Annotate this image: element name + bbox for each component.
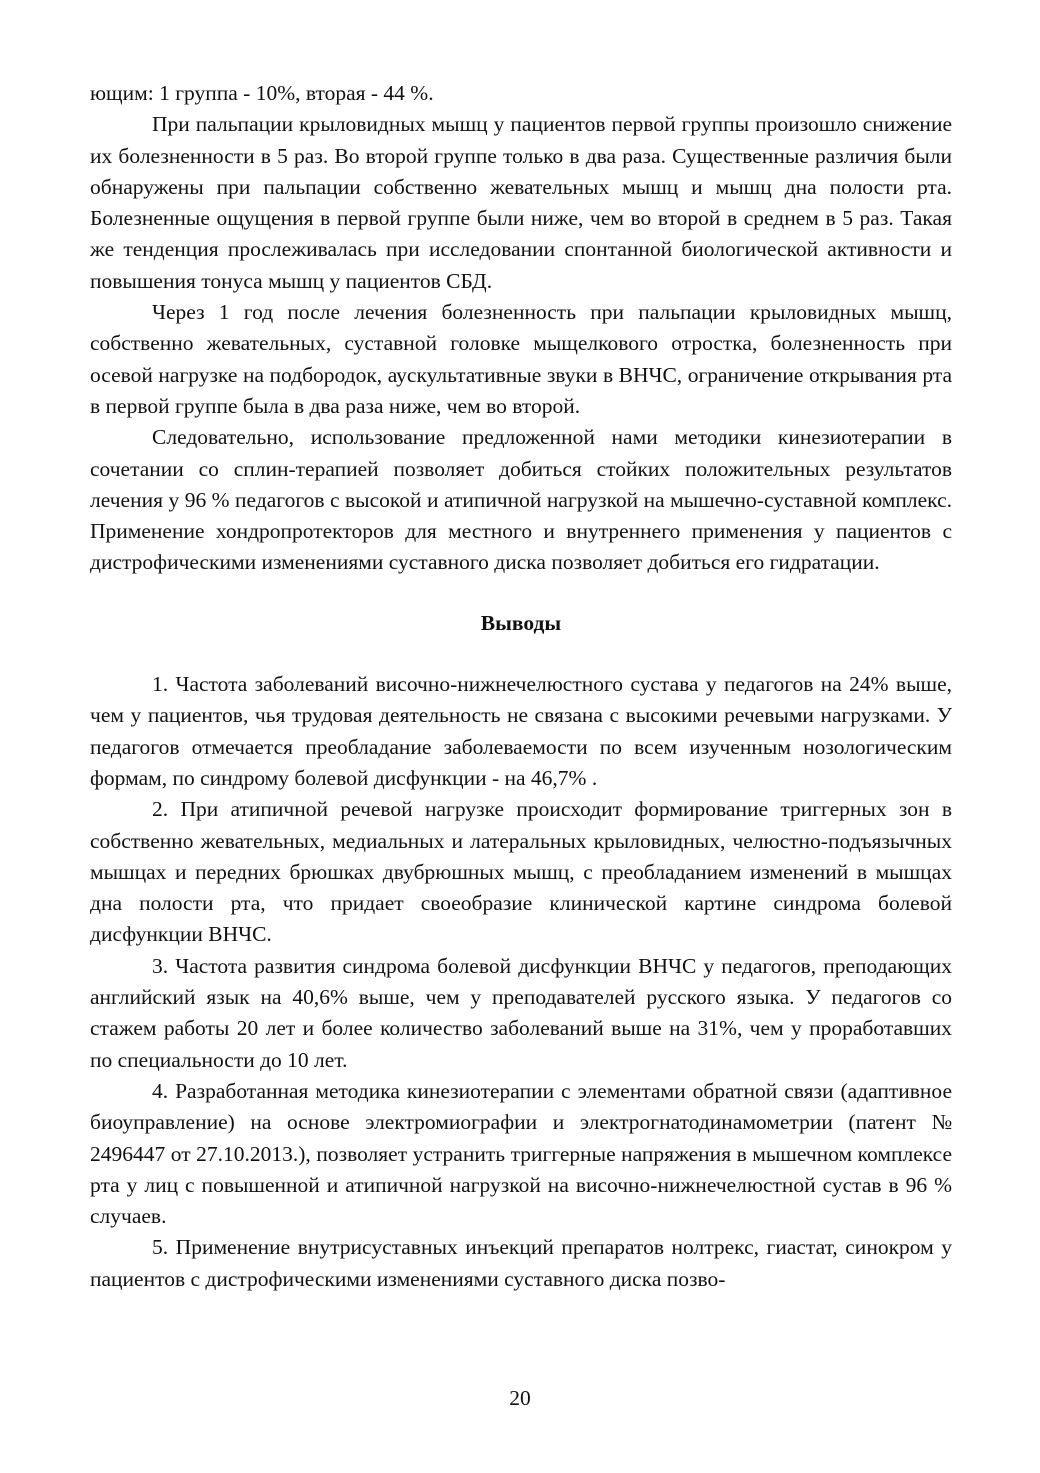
conclusion-item-1: 1. Частота заболеваний височно-нижнечелюстного сустава у педагогов на 24% выше, чем у пациентов, чья трудовая деятельность не связана с высокими речевыми нагрузками. У педагогов отмечается преобладание заболеваемости по всем изученным нозологическим формам, по синдрому болевой дисфункции - на 46,7% . (90, 672, 952, 790)
paragraph-palpation: При пальпации крыловидных мышц у пациентов первой группы произошло снижение их болезненности в 5 раз. Во второй группе только в два раза. Существенные различия были обнаружены при пальпации собственно жевательных мышц и мышц дна полости рта. Болезненные ощущения в первой группе были ниже, чем во второй в среднем в 5 раз. Такая же тенденция прослеживалась при исследовании спонтанной биологической активности и повышения тонуса мышц у пациентов СБД. (90, 112, 952, 293)
section-heading-conclusions: Выводы (480, 610, 562, 635)
page-number: 20 (509, 1386, 531, 1410)
conclusion-item-3: 3. Частота развития синдрома болевой дисфункции ВНЧС у педагогов, преподающих английский язык на 40,6% выше, чем у преподавателей русского языка. У педагогов со стажем работы 20 лет и более количество заболеваний выше на 31%, чем у проработавших по специальности до 10 лет. (90, 953, 952, 1072)
paragraph-continuation: ющим: 1 группа - 10%, вторая - 44 %. (90, 81, 434, 105)
paragraph-consequently: Следовательно, использование предложенной нами методики кинезиотерапии в сочетании со сплин-терапией позволяет добиться стойких положительных результатов лечения у 96 % педагогов с высокой и атипичной нагрузкой на мышечно-суставной комплекс. Применение хондропротекторов для местного и внутреннего применения у пациентов с дистрофическими изменениями суставного диска позволяет добиться его гидратации. (90, 425, 952, 575)
conclusion-item-4: 4. Разработанная методика кинезиотерапии с элементами обратной связи (адаптивное биоуправление) на основе электромиографии и электрогнатодинамометрии (патент № 2496447 от 27.10.2013.), позволяет устранить триггерные напряжения в мышечном комплексе рта у лиц с повышенной и атипичной нагрузкой на височно-нижнечелюстной сустав в 96 % случаев. (90, 1078, 952, 1229)
page-body (90, 78, 952, 1295)
paragraph-one-year: Через 1 год после лечения болезненность при пальпации крыловидных мышц, собственно жевательных, суставной головке мыщелкового отростка, болезненность при осевой нагрузке на подбородок, аускультативные звуки в ВНЧС, ограничение открывания рта в первой группе была в два раза ниже, чем во второй. (90, 300, 952, 418)
conclusion-item-5: 5. Применение внутрисуставных инъекций препаратов нолтрекс, гиастат, синокром у пациентов с дистрофическими изменениями суставного диска позво- (90, 1235, 952, 1291)
conclusion-item-2: 2. При атипичной речевой нагрузке происходит формирование триггерных зон в собственно жевательных, медиальных и латеральных крыловидных, челюстно-подъязычных мышцах и передних брюшках двубрюшных мышц, с преобладанием изменений в мышцах дна полости рта, что придает своеобразие клинической картине синдрома болевой дисфункции ВНЧС. (90, 797, 952, 947)
